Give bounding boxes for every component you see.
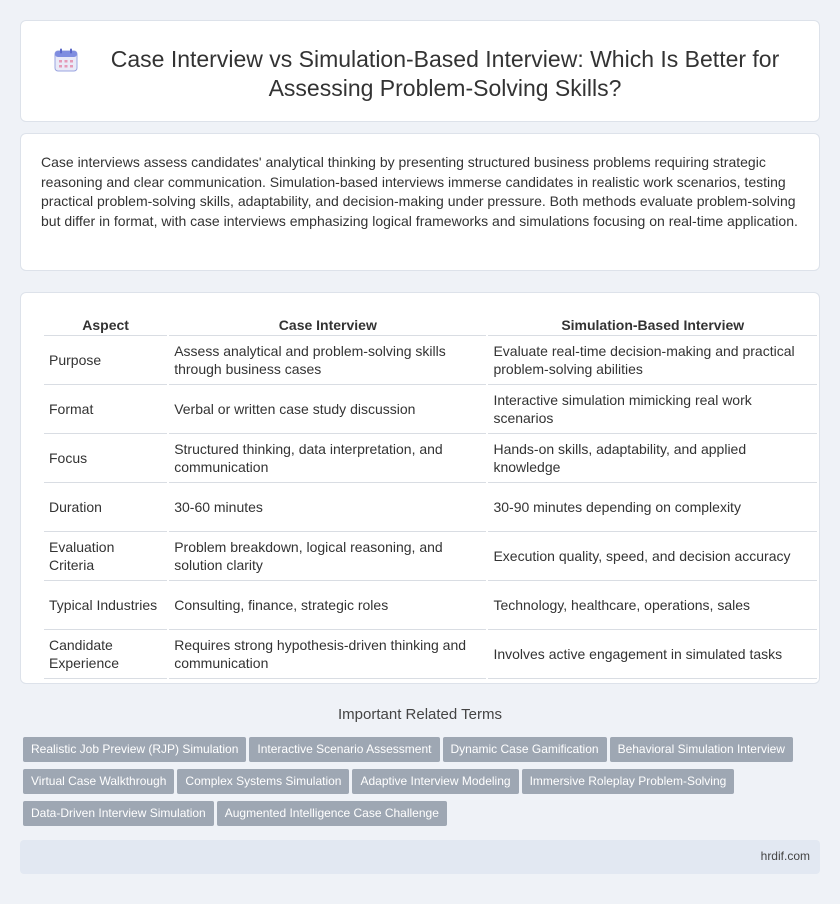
row-case-value: Structured thinking, data interpretation, and communication	[169, 434, 486, 483]
row-simulation-value: 30-90 minutes depending on complexity	[488, 483, 817, 532]
row-case-value: Verbal or written case study discussion	[169, 385, 486, 434]
table-row	[44, 630, 817, 679]
related-term-tag[interactable]: Data-Driven Interview Simulation	[23, 801, 214, 826]
table-row	[44, 434, 817, 483]
calendar-icon	[53, 47, 79, 73]
related-term-tag[interactable]: Adaptive Interview Modeling	[352, 769, 518, 794]
page-title: Case Interview vs Simulation-Based Interview: Which Is Better for Assessing Problem-Solving Skills?	[110, 46, 780, 101]
footer	[20, 840, 820, 874]
related-term-tag[interactable]: Dynamic Case Gamification	[443, 737, 607, 762]
table-row	[44, 483, 817, 532]
related-terms-list	[23, 737, 823, 833]
row-aspect: Focus	[44, 434, 167, 483]
related-term-tag[interactable]: Complex Systems Simulation	[177, 769, 349, 794]
row-aspect: Format	[44, 385, 167, 434]
row-case-value: Consulting, finance, strategic roles	[169, 581, 486, 630]
table-row	[44, 581, 817, 630]
row-case-value: Problem breakdown, logical reasoning, and solution clarity	[169, 532, 486, 581]
row-aspect: Candidate Experience	[44, 630, 167, 679]
related-term-tag[interactable]: Interactive Scenario Assessment	[249, 737, 439, 762]
title-card	[20, 20, 820, 122]
row-simulation-value: Interactive simulation mimicking real work scenarios	[488, 385, 817, 434]
related-term-tag[interactable]: Virtual Case Walkthrough	[23, 769, 174, 794]
related-term-tag[interactable]: Realistic Job Preview (RJP) Simulation	[23, 737, 246, 762]
header-simulation-interview: Simulation-Based Interview	[488, 314, 817, 336]
row-simulation-value: Involves active engagement in simulated tasks	[488, 630, 817, 679]
comparison-table	[42, 314, 819, 679]
row-aspect: Typical Industries	[44, 581, 167, 630]
row-case-value: 30-60 minutes	[169, 483, 486, 532]
row-aspect: Evaluation Criteria	[44, 532, 167, 581]
row-simulation-value: Hands-on skills, adaptability, and applied knowledge	[488, 434, 817, 483]
row-simulation-value: Technology, healthcare, operations, sales	[488, 581, 817, 630]
row-case-value: Assess analytical and problem-solving skills through business cases	[169, 336, 486, 385]
row-aspect: Duration	[44, 483, 167, 532]
row-simulation-value: Evaluate real-time decision-making and practical problem-solving abilities	[488, 336, 817, 385]
related-terms-title: Important Related Terms	[338, 706, 502, 723]
related-term-tag[interactable]: Augmented Intelligence Case Challenge	[217, 801, 447, 826]
intro-text: Case interviews assess candidates' analytical thinking by presenting structured business problems requiring strategic reasoning and clear communication. Simulation-based interviews immerse candidates in realistic work scenarios, testing practical problem-solving skills, adaptability, and decision-making under pressure. Both methods evaluate problem-solving but differ in format, with case interviews emphasizing logical frameworks and simulations focusing on real-time application.	[41, 154, 798, 229]
row-simulation-value: Execution quality, speed, and decision accuracy	[488, 532, 817, 581]
header-aspect: Aspect	[44, 314, 167, 336]
row-aspect: Purpose	[44, 336, 167, 385]
table-row	[44, 336, 817, 385]
related-term-tag[interactable]: Behavioral Simulation Interview	[610, 737, 793, 762]
related-term-tag[interactable]: Immersive Roleplay Problem-Solving	[522, 769, 735, 794]
footer-site[interactable]: hrdif.com	[760, 849, 810, 863]
header-case-interview: Case Interview	[169, 314, 486, 336]
table-header-row	[44, 314, 817, 336]
intro-card	[20, 133, 820, 271]
row-case-value: Requires strong hypothesis-driven thinking and communication	[169, 630, 486, 679]
table-row	[44, 385, 817, 434]
comparison-card	[20, 292, 820, 684]
table-row	[44, 532, 817, 581]
